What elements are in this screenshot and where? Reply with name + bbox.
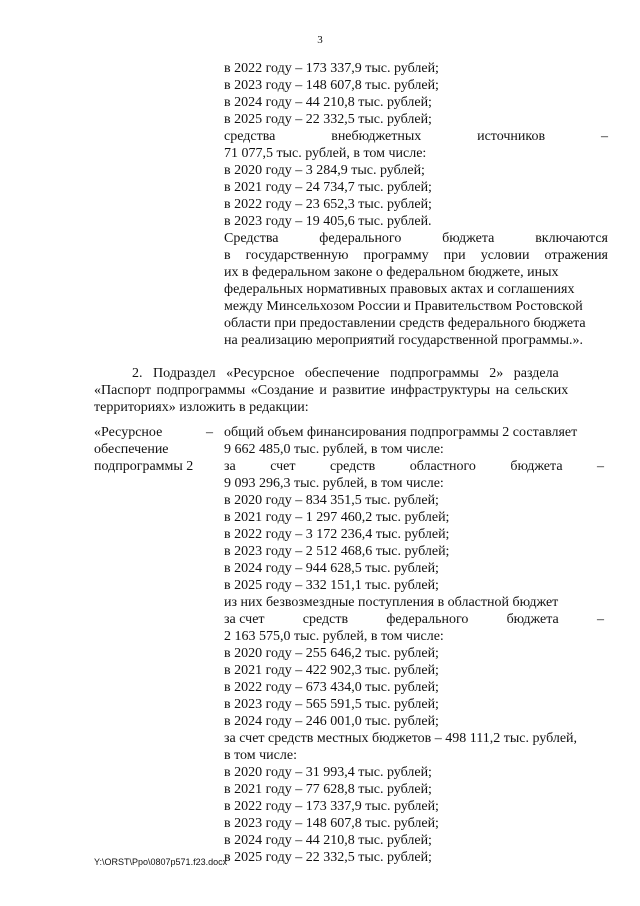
text-line: 2. Подраздел «Ресурсное обеспечение подпрограммы 2» раздела [132, 366, 559, 381]
text-line: из них безвозмездные поступления в областной бюджет [224, 595, 559, 610]
word: Средства [224, 231, 279, 246]
word: – [600, 129, 608, 144]
text-line: в 2021 году – 77 628,8 тыс. рублей; [224, 782, 432, 797]
text-line: в 2020 году – 3 284,9 тыс. рублей; [224, 163, 425, 178]
text-line: за счет средств местных бюджетов – 498 111,2 тыс. рублей, [224, 731, 578, 746]
word: счет [270, 459, 296, 474]
text-line: в 2021 году – 1 297 460,2 тыс. рублей; [224, 510, 450, 525]
word: средств [302, 612, 349, 627]
table-label: подпрограммы 2 [94, 459, 194, 474]
table-label: обеспечение [94, 442, 169, 457]
text-line: 71 077,5 тыс. рублей, в том числе: [224, 146, 427, 161]
word: средств [329, 459, 376, 474]
text-line: общий объем финансирования подпрограммы 2 составляет [224, 425, 578, 440]
file-path-footer: Y:\ORST\Ppo\0807p571.f23.docx [94, 857, 228, 867]
text-line: в 2022 году – 23 652,3 тыс. рублей; [224, 197, 432, 212]
table-label: «Ресурсное [94, 425, 163, 440]
word: бюджета [506, 612, 559, 627]
text-line: между Минсельхозом России и Правительством Ростовской [224, 299, 583, 314]
justified-line [224, 611, 604, 628]
text-line: на реализацию мероприятий государственной программы.». [224, 333, 584, 348]
text-line: в 2021 году – 24 734,7 тыс. рублей; [224, 180, 432, 195]
text-line: в 2022 году – 673 434,0 тыс. рублей; [224, 680, 439, 695]
text-line: в 2022 году – 3 172 236,4 тыс. рублей; [224, 527, 450, 542]
text-line: в 2020 году – 31 993,4 тыс. рублей; [224, 765, 432, 780]
text-line: федеральных нормативных правовых актах и соглашениях [224, 282, 575, 297]
text-line: в 2023 году – 148 607,8 тыс. рублей; [224, 816, 439, 831]
text-line: в государственную программу при условии отражения [224, 248, 608, 263]
word: федерального [386, 612, 469, 627]
justified-line [224, 128, 608, 145]
text-line: в 2023 году – 2 512 468,6 тыс. рублей; [224, 544, 450, 559]
justified-line [224, 458, 604, 475]
word: средства [224, 129, 276, 144]
text-line: в 2023 году – 565 591,5 тыс. рублей; [224, 697, 439, 712]
table-dash: – [206, 425, 213, 440]
text-line: в 2024 году – 44 210,8 тыс. рублей; [224, 95, 432, 110]
text-line: в 2021 году – 422 902,3 тыс. рублей; [224, 663, 439, 678]
word: областного [409, 459, 476, 474]
word: источников [477, 129, 546, 144]
word: бюджета [510, 459, 563, 474]
text-line: территориях» изложить в редакции: [94, 400, 309, 415]
text-line: в 2024 году – 944 628,5 тыс. рублей; [224, 561, 439, 576]
word: – [596, 459, 604, 474]
text-line: в 2022 году – 173 337,9 тыс. рублей; [224, 799, 439, 814]
text-line: в 2025 году – 22 332,5 тыс. рублей; [224, 112, 432, 127]
word: за счет [224, 612, 265, 627]
text-line: в 2025 году – 332 151,1 тыс. рублей; [224, 578, 439, 593]
text-line: в 2024 году – 44 210,8 тыс. рублей; [224, 833, 432, 848]
justified-line [224, 230, 608, 247]
text-line: области при предоставлении средств федерального бюджета [224, 316, 586, 331]
text-line: в том числе: [224, 748, 297, 763]
text-line: в 2020 году – 834 351,5 тыс. рублей; [224, 493, 439, 508]
text-line: 2 163 575,0 тыс. рублей, в том числе: [224, 629, 444, 644]
text-line: «Паспорт подпрограммы «Создание и развитие инфраструктуры на сельских [94, 383, 569, 398]
page-number: 3 [317, 34, 323, 46]
text-line: в 2023 году – 148 607,8 тыс. рублей; [224, 78, 439, 93]
text-line: в 2025 году – 22 332,5 тыс. рублей; [224, 850, 432, 865]
text-line: в 2022 году – 173 337,9 тыс. рублей; [224, 61, 439, 76]
word: бюджета [442, 231, 495, 246]
text-line: в 2023 году – 19 405,6 тыс. рублей. [224, 214, 432, 229]
word: внебюджетных [331, 129, 422, 144]
text-line: 9 662 485,0 тыс. рублей, в том числе: [224, 442, 444, 457]
text-line: их в федеральном законе о федеральном бюджете, иных [224, 265, 559, 280]
word: – [596, 612, 604, 627]
word: федерального [319, 231, 402, 246]
text-line: в 2020 году – 255 646,2 тыс. рублей; [224, 646, 439, 661]
word: за [224, 459, 236, 474]
text-line: 9 093 296,3 тыс. рублей, в том числе: [224, 476, 444, 491]
text-line: в 2024 году – 246 001,0 тыс. рублей; [224, 714, 439, 729]
word: включаются [535, 231, 608, 246]
